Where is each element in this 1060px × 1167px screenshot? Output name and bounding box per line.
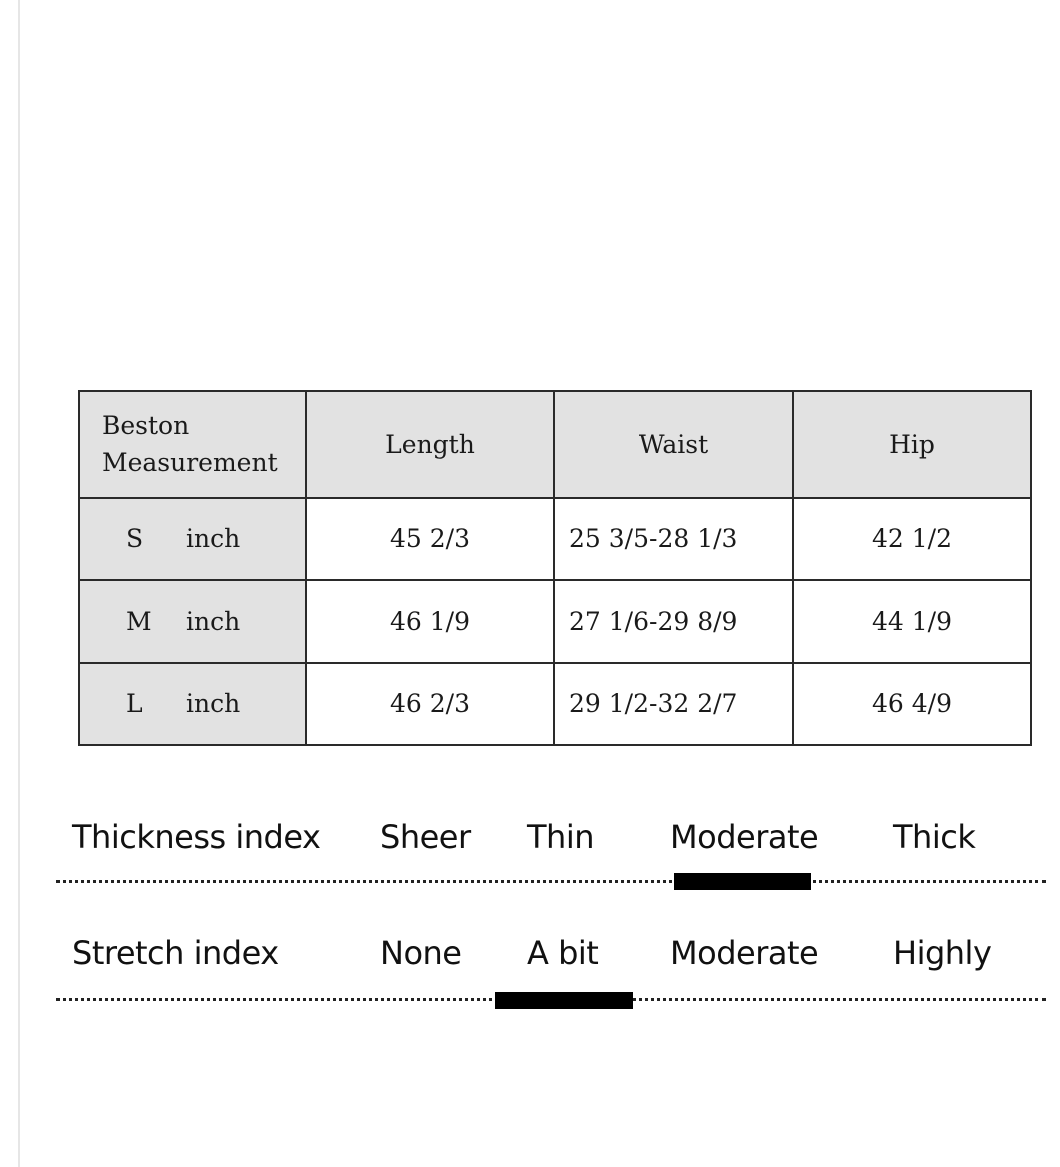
hip-header: Hip — [793, 391, 1031, 498]
size-label: L — [126, 689, 143, 719]
stretch-index-row — [0, 934, 1060, 994]
measurement-label: Measurement — [102, 448, 278, 478]
size-cell — [79, 498, 306, 580]
thickness-option-moderate: Moderate — [670, 818, 819, 856]
size-chart-table — [78, 390, 1032, 746]
length-header: Length — [306, 391, 554, 498]
thickness-option-thick: Thick — [893, 818, 976, 856]
thickness-option-thin: Thin — [527, 818, 594, 856]
length-value: 45 2/3 — [306, 498, 554, 580]
table-row — [79, 663, 1031, 746]
unit-label: inch — [186, 606, 241, 636]
waist-value: 27 1/6-29 8/9 — [554, 580, 793, 662]
measurement-header-cell — [79, 391, 306, 498]
stretch-option-highly: Highly — [893, 934, 992, 972]
size-label: M — [126, 606, 152, 636]
length-value: 46 2/3 — [306, 663, 554, 746]
unit-label: inch — [186, 524, 241, 554]
thickness-index-row — [0, 818, 1060, 878]
size-table-header-row — [79, 391, 1031, 498]
stretch-option-a-bit: A bit — [527, 934, 599, 972]
table-row — [79, 580, 1031, 662]
waist-value: 29 1/2-32 2/7 — [554, 663, 793, 746]
length-value: 46 1/9 — [306, 580, 554, 662]
stretch-index-label: Stretch index — [72, 934, 279, 972]
hip-value: 46 4/9 — [793, 663, 1031, 746]
thickness-index-label: Thickness index — [72, 818, 321, 856]
unit-label: inch — [186, 689, 241, 719]
size-cell — [79, 580, 306, 662]
thickness-option-sheer: Sheer — [380, 818, 471, 856]
brand-label: Beston — [102, 411, 190, 441]
stretch-selected-marker — [495, 992, 633, 1009]
thickness-dotted-line — [56, 880, 1046, 883]
thickness-selected-marker — [674, 873, 811, 890]
stretch-option-moderate: Moderate — [670, 934, 819, 972]
stretch-option-none: None — [380, 934, 462, 972]
waist-header: Waist — [554, 391, 793, 498]
size-cell — [79, 663, 306, 746]
hip-value: 42 1/2 — [793, 498, 1031, 580]
size-label: S — [126, 524, 144, 554]
waist-value: 25 3/5-28 1/3 — [554, 498, 793, 580]
hip-value: 44 1/9 — [793, 580, 1031, 662]
table-row — [79, 498, 1031, 580]
